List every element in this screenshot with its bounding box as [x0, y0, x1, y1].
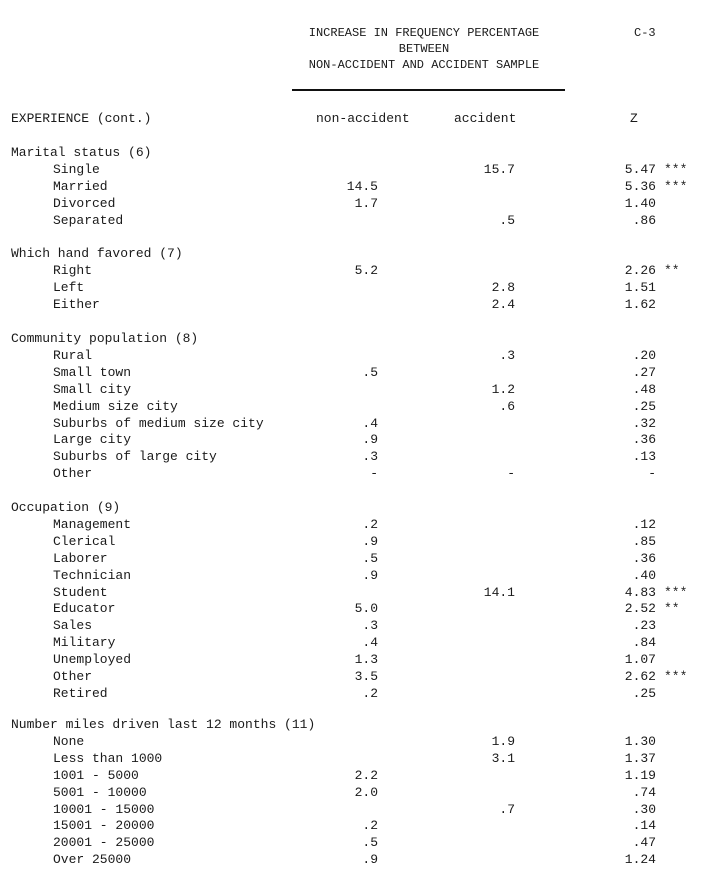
row-label: Student — [53, 585, 108, 600]
non-accident-value: .9 — [362, 568, 378, 583]
z-value: .32 — [632, 416, 656, 431]
z-value: .36 — [632, 432, 656, 447]
z-value: 1.30 — [624, 734, 656, 749]
section-title: Number miles driven last 12 months (11) — [11, 717, 316, 732]
accident-value: 1.9 — [491, 734, 515, 749]
z-value: 1.37 — [624, 751, 656, 766]
z-value: 2.62 — [624, 669, 656, 684]
row-label: Small town — [53, 365, 132, 380]
non-accident-value: .3 — [362, 618, 378, 633]
title-underline — [292, 89, 565, 91]
page-label: C-3 — [634, 26, 656, 40]
accident-value: 2.4 — [491, 297, 515, 312]
z-value: 1.51 — [624, 280, 656, 295]
non-accident-value: .2 — [362, 818, 378, 833]
row-label: Large city — [53, 432, 132, 447]
row-label: Single — [53, 162, 100, 177]
significance-marker: *** — [664, 162, 688, 177]
non-accident-value: 2.0 — [354, 785, 378, 800]
row-label: Other — [53, 669, 93, 684]
non-accident-value: .4 — [362, 635, 378, 650]
accident-value: .3 — [499, 348, 515, 363]
row-label: Unemployed — [53, 652, 132, 667]
section-title: Marital status (6) — [11, 145, 152, 160]
accident-value: - — [507, 466, 515, 481]
z-value: 1.40 — [624, 196, 656, 211]
non-accident-value: .5 — [362, 365, 378, 380]
row-label: Educator — [53, 601, 116, 616]
row-label: Other — [53, 466, 93, 481]
z-value: .20 — [632, 348, 656, 363]
z-value: 5.36 — [624, 179, 656, 194]
non-accident-value: .4 — [362, 416, 378, 431]
non-accident-value: .5 — [362, 551, 378, 566]
row-label: Either — [53, 297, 100, 312]
non-accident-value: 2.2 — [354, 768, 378, 783]
z-value: 1.19 — [624, 768, 656, 783]
row-label: Sales — [53, 618, 93, 633]
z-value: .36 — [632, 551, 656, 566]
section-title: Community population (8) — [11, 331, 199, 346]
z-value: .12 — [632, 517, 656, 532]
non-accident-value: - — [370, 466, 378, 481]
section-title: Which hand favored (7) — [11, 246, 183, 261]
row-label: Over 25000 — [53, 852, 132, 867]
z-value: .25 — [632, 686, 656, 701]
z-value: 1.07 — [624, 652, 656, 667]
row-label: Management — [53, 517, 132, 532]
z-value: .23 — [632, 618, 656, 633]
z-value: .74 — [632, 785, 656, 800]
row-label: Technician — [53, 568, 132, 583]
row-label: 15001 - 20000 — [53, 818, 155, 833]
z-value: .25 — [632, 399, 656, 414]
z-value: 5.47 — [624, 162, 656, 177]
non-accident-column-header: non-accident — [316, 111, 410, 126]
non-accident-value: .5 — [362, 835, 378, 850]
row-label: Right — [53, 263, 93, 278]
z-value: .85 — [632, 534, 656, 549]
accident-value: .5 — [499, 213, 515, 228]
significance-marker: *** — [664, 585, 688, 600]
z-column-header: Z — [630, 111, 638, 126]
z-value: .40 — [632, 568, 656, 583]
accident-value: 15.7 — [483, 162, 515, 177]
row-label: Left — [53, 280, 85, 295]
non-accident-value: .9 — [362, 534, 378, 549]
row-label: Suburbs of medium size city — [53, 416, 264, 431]
z-value: 2.26 — [624, 263, 656, 278]
non-accident-value: 1.3 — [354, 652, 378, 667]
row-label: 5001 - 10000 — [53, 785, 147, 800]
non-accident-value: .9 — [362, 852, 378, 867]
z-value: 2.52 — [624, 601, 656, 616]
non-accident-value: 5.0 — [354, 601, 378, 616]
row-label: Suburbs of large city — [53, 449, 217, 464]
row-label: Retired — [53, 686, 108, 701]
z-value: 1.24 — [624, 852, 656, 867]
row-label: Medium size city — [53, 399, 178, 414]
z-value: .30 — [632, 802, 656, 817]
z-value: .13 — [632, 449, 656, 464]
row-label: Married — [53, 179, 108, 194]
non-accident-value: .2 — [362, 517, 378, 532]
title-line-3: NON-ACCIDENT AND ACCIDENT SAMPLE — [308, 58, 540, 72]
section-column-header: EXPERIENCE (cont.) — [11, 111, 152, 126]
accident-value: 1.2 — [491, 382, 515, 397]
non-accident-value: .9 — [362, 432, 378, 447]
z-value: - — [648, 466, 656, 481]
section-title: Occupation (9) — [11, 500, 121, 515]
z-value: .48 — [632, 382, 656, 397]
z-value: 1.62 — [624, 297, 656, 312]
non-accident-value: .3 — [362, 449, 378, 464]
accident-value: 2.8 — [491, 280, 515, 295]
non-accident-value: 5.2 — [354, 263, 378, 278]
accident-value: 14.1 — [483, 585, 515, 600]
row-label: Small city — [53, 382, 132, 397]
row-label: Divorced — [53, 196, 116, 211]
row-label: Laborer — [53, 551, 108, 566]
non-accident-value: 3.5 — [354, 669, 378, 684]
non-accident-value: 1.7 — [354, 196, 378, 211]
row-label: None — [53, 734, 85, 749]
title-line-1: INCREASE IN FREQUENCY PERCENTAGE — [308, 26, 540, 40]
significance-marker: *** — [664, 179, 688, 194]
z-value: .47 — [632, 835, 656, 850]
row-label: 10001 - 15000 — [53, 802, 155, 817]
title-line-2: BETWEEN — [398, 42, 450, 56]
row-label: Military — [53, 635, 116, 650]
accident-column-header: accident — [454, 111, 517, 126]
z-value: .86 — [632, 213, 656, 228]
z-value: .14 — [632, 818, 656, 833]
row-label: Separated — [53, 213, 124, 228]
accident-value: 3.1 — [491, 751, 515, 766]
significance-marker: ** — [664, 601, 680, 616]
non-accident-value: .2 — [362, 686, 378, 701]
z-value: .84 — [632, 635, 656, 650]
row-label: Less than 1000 — [53, 751, 163, 766]
significance-marker: ** — [664, 263, 680, 278]
significance-marker: *** — [664, 669, 688, 684]
z-value: .27 — [632, 365, 656, 380]
non-accident-value: 14.5 — [346, 179, 378, 194]
accident-value: .7 — [499, 802, 515, 817]
row-label: 1001 - 5000 — [53, 768, 139, 783]
z-value: 4.83 — [624, 585, 656, 600]
row-label: 20001 - 25000 — [53, 835, 155, 850]
row-label: Clerical — [53, 534, 116, 549]
row-label: Rural — [53, 348, 93, 363]
accident-value: .6 — [499, 399, 515, 414]
